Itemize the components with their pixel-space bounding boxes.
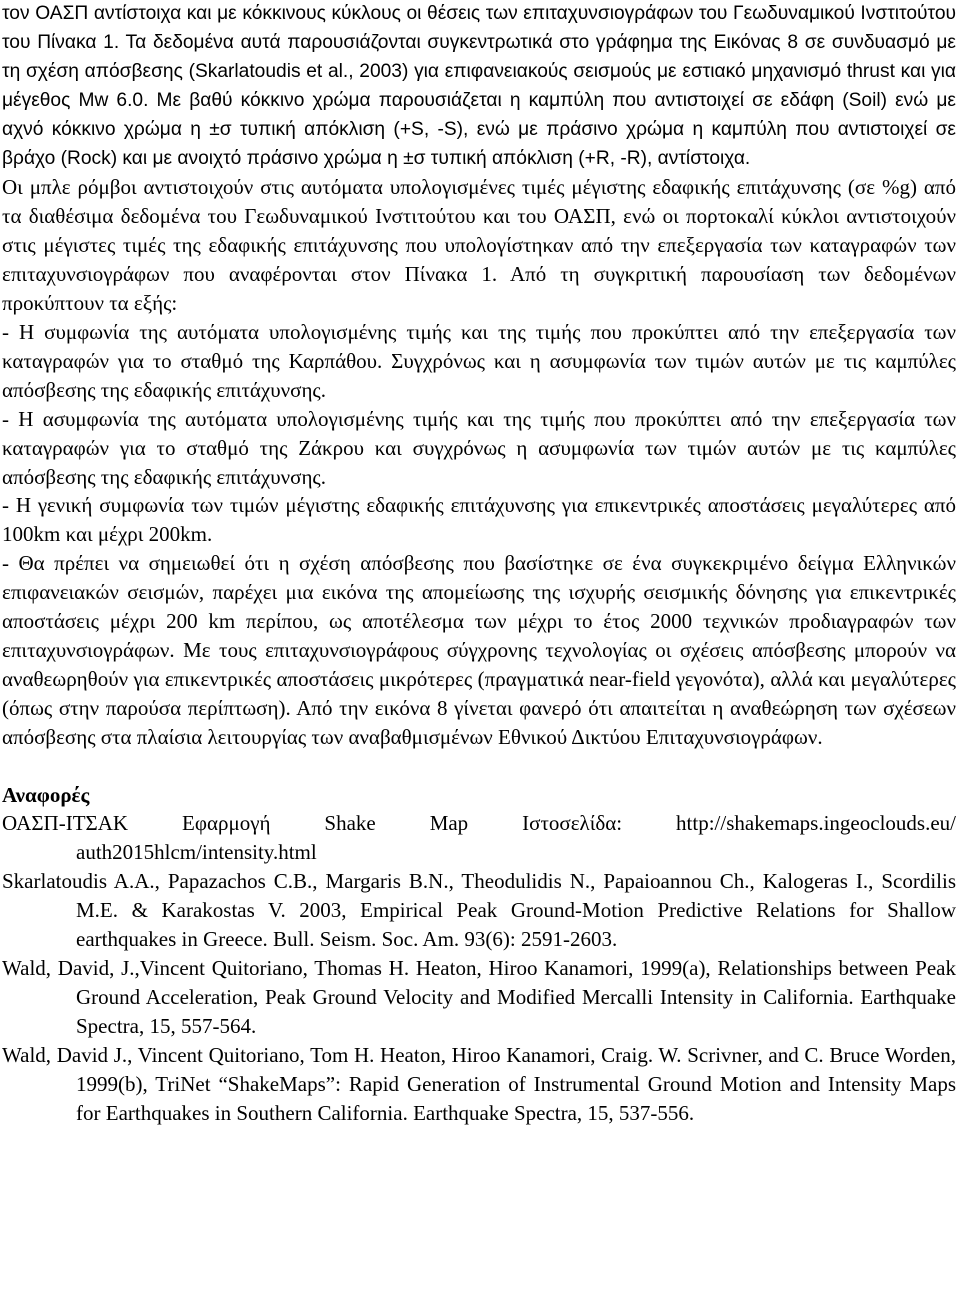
references-heading: Αναφορές <box>2 782 90 807</box>
bullet-point: - Θα πρέπει να σημειωθεί ότι η σχέση απόσβεσης που βασίστηκε σε ένα συγκεκριμένο δείγμα Ελληνικών επιφανειακών σεισμών, παρέχει μια εικόνα της απομείωσης της ισχυρής σεισμικής δόνησης για επικεντρικές αποστάσεις μέχρι 200 km περίπου, ως αποτέλεσμα των μέχρι το έτος 2000 τεχνικών προδιαγραφών των επιταχυνσιογράφων. Με τους επιταχυνσιογράφους σύγχρονης τεχνολογίας οι σχέσεις απόσβεσης μπορούν να αναθεωρηθούν για επικεντρικές αποστάσεις μικρότερες (πραγματικά near-field γεγονότα), αλλά και μεγαλύτερες (όπως στην παρούσα περίπτωση). Από την εικόνα 8 γίνεται φανερό ότι απαιτείται η αναθεώρηση των σχέσεων απόσβεσης στα πλαίσια λειτουργίας των αναβαθμισμένων Εθνικού Δικτύου Επιταχυνσιογράφων. <box>2 551 956 749</box>
bullet-point: - Η γενική συμφωνία των τιμών μέγιστης εδαφικής επιτάχυνσης για επικεντρικές αποστάσεις μεγαλύτερες από 100km και μέχρι 200km. <box>2 493 956 547</box>
bullet-point: - Η ασυμφωνία της αυτόματα υπολογισμένης τιμής και της τιμής που προκύπτει από την επεξεργασία των καταγραφών για το σταθμό της Ζάκρου και συγχρόνως η ασυμφωνία των τιμών αυτών με τις καμπύλες απόσβεσης της εδαφικής επιτάχυνσης. <box>2 406 956 489</box>
bullet-point: - Η συμφωνία της αυτόματα υπολογισμένης τιμής και της τιμής που προκύπτει από την επεξεργασία των καταγραφών για το σταθμό της Καρπάθου. Συγχρόνως και η ασυμφωνία των τιμών αυτών με τις καμπύλες απόσβεσης της εδαφικής επιτάχυνσης. <box>2 319 956 402</box>
intro-paragraph: τον ΟΑΣΠ αντίστοιχα και με κόκκινους κύκλους οι θέσεις των επιταχυνσιογράφων του Γεωδυναμικού Ινστιτούτου του Πίνακα 1. Τα δεδομένα αυτά παρουσιάζονται συγκεντρωτικά στο γράφημα της Εικόνας 8 σε συνδυασμό με τη σχέση απόσβεσης (Skarlatoudis et al., 2003) για επιφανειακούς σεισμούς με εστιακό μηχανισμό thrust και για μέγεθος Mw 6.0. Με βαθύ κόκκινο χρώμα παρουσιάζεται η καμπύλη που αντιστοιχεί σε εδάφη (Soil) ενώ με αχνό κόκκινο χρώμα η ±σ τυπική απόκλιση (+S, -S), ενώ με πράσινο χρώμα η καμπύλη που αντιστοιχεί σε βράχο (Rock) και με ανοιχτό πράσινο χρώμα η ±σ τυπική απόκλιση (+R, -R), αντίστοιχα. <box>2 3 956 169</box>
reference-item: Wald, David J., Vincent Quitoriano, Tom H. Heaton, Hiroo Kanamori, Craig. W. Scrivner, and C. Bruce Worden, 1999(b), TriNet “ShakeMaps”: Rapid Generation of Instrumental Ground Motion and Intensity Maps for Earthquakes in Southern California. Earthquake Spectra, 15, 537-556. <box>2 1042 956 1125</box>
reference-item: Skarlatoudis A.A., Papazachos C.B., Margaris B.N., Theodulidis N., Papaioannou Ch., Kalogeras I., Scordilis M.E. & Karakostas V. 2003, Empirical Peak Ground-Motion Predictive Relations for Shallow earthquakes in Greece. Bull. Seism. Soc. Am. 93(6): 2591-2603. <box>2 869 956 952</box>
section-spacer <box>2 752 956 781</box>
main-paragraph: Οι μπλε ρόμβοι αντιστοιχούν στις αυτόματα υπολογισμένες τιμές μέγιστης εδαφικής επιτάχυνσης (σε %g) από τα διαθέσιμα δεδομένα του Γεωδυναμικού Ινστιτούτου και του ΟΑΣΠ, ενώ οι πορτοκαλί κύκλοι αντιστοιχούν στις μέγιστες τιμές της εδαφικής επιτάχυνσης που υπολογίστηκαν από την επεξεργασία των καταγραφών των επιταχυνσιογράφων που αναφέρονται στον Πίνακα 1. Από τη συγκριτική παρουσίαση των δεδομένων προκύπτουν τα εξής: <box>2 175 956 316</box>
reference-item: ΟΑΣΠ-ΙΤΣΑΚ Εφαρμογή Shake Map Ιστοσελίδα: http://shakemaps.ingeoclouds.eu/ auth2015hlcm/intensity.html <box>2 811 956 865</box>
reference-item: Wald, David, J.,Vincent Quitoriano, Thomas H. Heaton, Hiroo Kanamori, 1999(a), Relationships between Peak Ground Acceleration, Peak Ground Velocity and Modified Mercalli Intensity in California. Earthquake Spectra, 15, 557-564. <box>2 956 956 1038</box>
